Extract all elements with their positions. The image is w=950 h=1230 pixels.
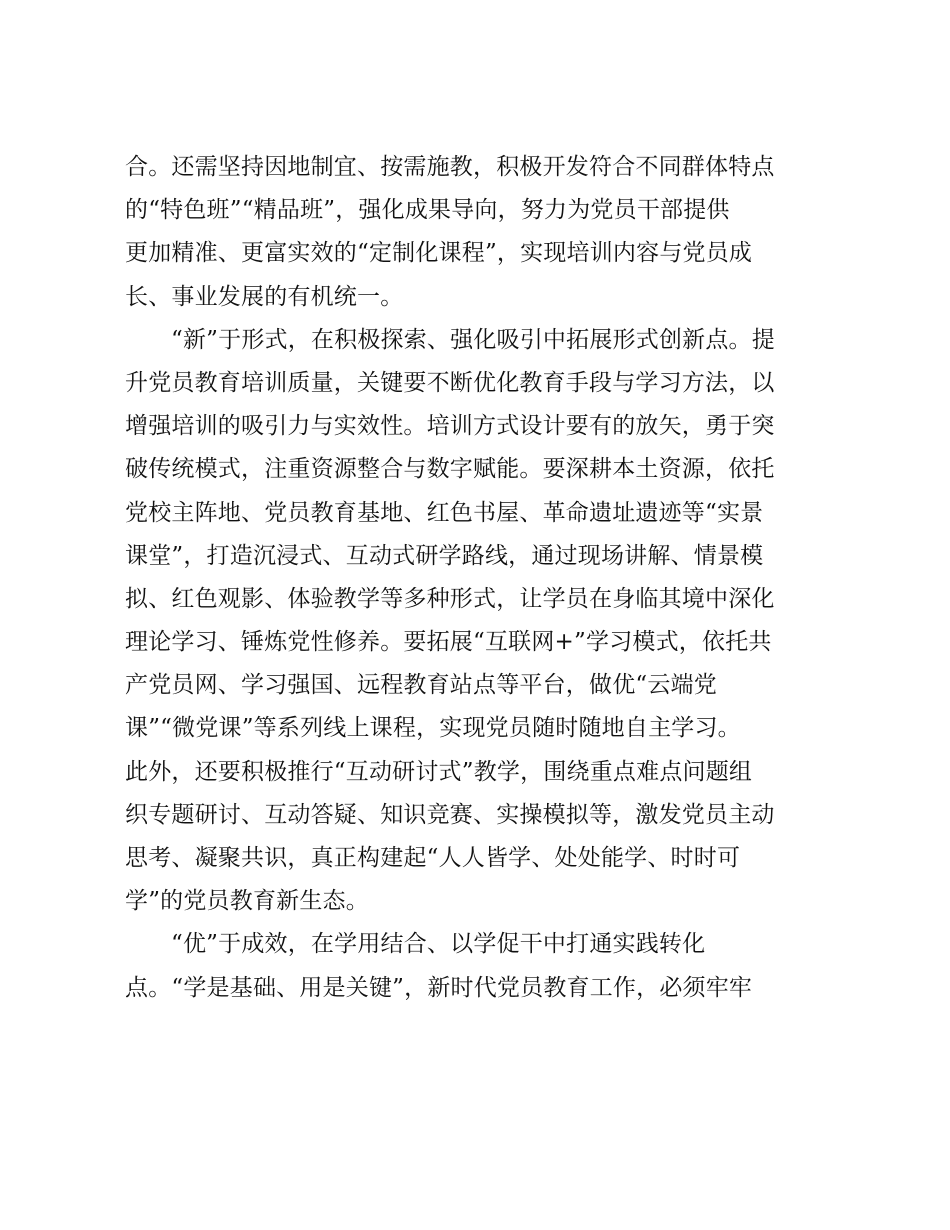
text-line: 学”的党员教育新生态。 [125,888,369,915]
text-line: 点。“学是基础、用是关键”，新时代党员教育工作，必须牢牢 [125,974,753,1001]
text-line: 升党员教育培训质量，关键要不断优化教育手段与学习方法，以 [125,369,775,396]
text-line: 的“特色班”“精品班”，强化成果导向，努力为党员干部提供 [125,197,730,224]
text-line: 课”“微党课”等系列线上课程，实现党员随时随地自主学习。 [125,715,741,742]
text-line: 合。还需坚持因地制宜、按需施教，积极开发符合不同群体特点 [125,154,775,180]
text-line: 增强培训的吸引力与实效性。培训方式设计要有的放矢，勇于突 [125,413,775,440]
text-line: 党校主阵地、党员教育基地、红色书屋、革命遗址遗迹等“实景 [125,499,764,526]
text-line: 破传统模式，注重资源整合与数字赋能。要深耕本土资源，依托 [125,456,775,483]
paragraph-start-line: “优”于成效，在学用结合、以学促干中打通实践转化 [171,931,706,958]
text-line: 拟、红色观影、体验教学等多种形式，让学员在身临其境中深化 [125,585,775,612]
body-text [125,146,835,1010]
text-line: 课堂”，打造沉浸式、互动式研学路线，通过现场讲解、情景模 [125,542,764,569]
text-line: 理论学习、锤炼党性修养。要拓展“互联网+”学习模式，依托共 [125,629,772,656]
text-line: 更加精准、更富实效的“定制化课程”，实现培训内容与党员成 [125,240,753,267]
text-line: 产党员网、学习强国、远程教育站点等平台，做优“云端党 [125,672,717,699]
text-line: 此外，还要积极推行“互动研讨式”教学，围绕重点难点问题组 [125,758,753,785]
text-line: 长、事业发展的有机统一。 [125,283,404,310]
paragraph-start-line: “新”于形式，在积极探索、强化吸引中拓展形式创新点。提 [171,326,775,353]
text-line: 思考、凝聚共识，真正构建起“人人皆学、处处能学、时时可 [125,845,741,871]
text-line: 织专题研讨、互动答疑、知识竞赛、实操模拟等，激发党员主动 [125,801,775,828]
